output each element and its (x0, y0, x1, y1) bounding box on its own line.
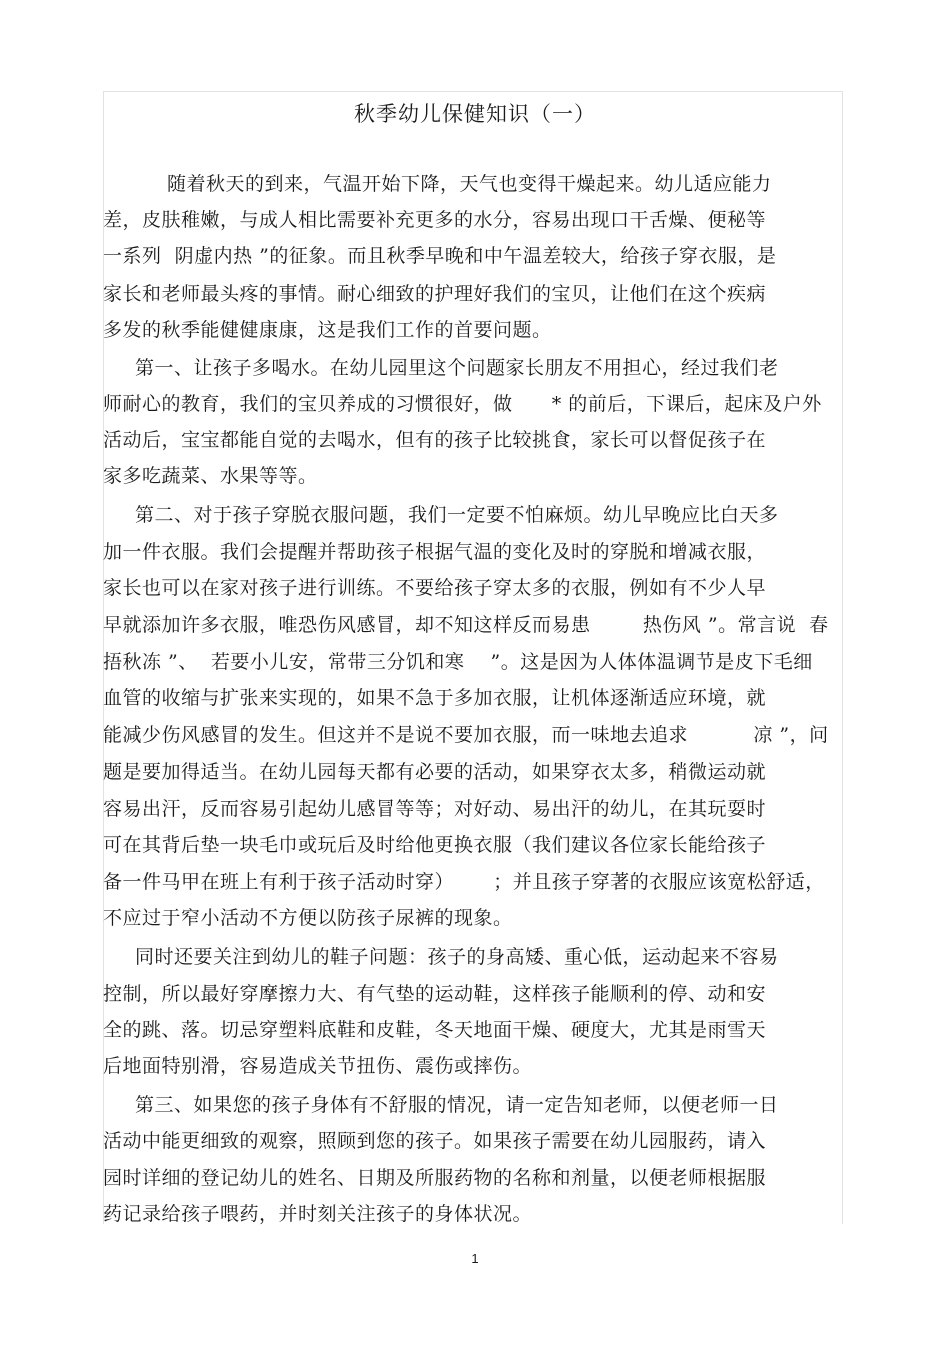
body-line: 早就添加许多衣服，唯恐伤风感冒，却不知这样反而易患 热伤风 ”。常言说 春 (103, 614, 829, 636)
body-line: 活动后，宝宝都能自觉的去喝水，但有的孩子比较挑食，家长可以督促孩子在 (103, 429, 767, 451)
body-line: 加一件衣服。我们会提醒并帮助孩子根据气温的变化及时的穿脱和增减衣服， (103, 541, 767, 563)
document-title: 秋季幼儿保健知识（一） (354, 102, 596, 126)
body-line: 同时还要关注到幼儿的鞋子问题：孩子的身高矮、重心低，运动起来不容易 (135, 946, 779, 968)
body-line: 能减少伤风感冒的发生。但这并不是说不要加衣服，而一味地去追求 凉 ”，问 (103, 724, 829, 746)
body-line: 全的跳、落。切忌穿塑料底鞋和皮鞋，冬天地面干燥、硬度大，尤其是雨雪天 (103, 1019, 767, 1041)
body-line: 家多吃蔬菜、水果等等。 (103, 465, 318, 487)
body-line: 控制，所以最好穿摩擦力大、有气垫的运动鞋，这样孩子能顺利的停、动和安 (103, 983, 767, 1005)
body-line: 随着秋天的到来，气温开始下降，天气也变得干燥起来。幼儿适应能力 (167, 173, 772, 195)
body-line: 园时详细的登记幼儿的姓名、日期及所服药物的名称和剂量，以便老师根据服 (103, 1167, 767, 1189)
body-line: 一系列 阴虚内热 ”的征象。而且秋季早晚和中午温差较大，给孩子穿衣服，是 (103, 245, 777, 267)
body-line: 备一件马甲在班上有利于孩子活动时穿） ；并且孩子穿著的衣服应该宽松舒适， (103, 871, 825, 893)
body-line: 不应过于窄小活动不方便以防孩子尿裤的现象。 (103, 907, 513, 929)
body-line: 第三、如果您的孩子身体有不舒服的情况，请一定告知老师，以便老师一日 (135, 1094, 779, 1116)
page-number: 1 (471, 1251, 479, 1266)
body-line: 家长和老师最头疼的事情。耐心细致的护理好我们的宝贝，让他们在这个疾病 (103, 283, 767, 305)
body-line: 第一、让孩子多喝水。在幼儿园里这个问题家长朋友不用担心，经过我们老 (135, 357, 779, 379)
body-line: 捂秋冻 ”、 若要小儿安，常带三分饥和寒 ”。这是因为人体体温调节是皮下毛细 (103, 651, 813, 673)
body-line: 血管的收缩与扩张来实现的，如果不急于多加衣服，让机体逐渐适应环境，就 (103, 687, 767, 709)
body-line: 活动中能更细致的观察，照顾到您的孩子。如果孩子需要在幼儿园服药，请入 (103, 1130, 767, 1152)
body-line: 家长也可以在家对孩子进行训练。不要给孩子穿太多的衣服，例如有不少人早 (103, 577, 767, 599)
body-line: 差，皮肤稚嫩，与成人相比需要补充更多的水分，容易出现口干舌燥、便秘等 (103, 209, 767, 231)
body-line: 多发的秋季能健健康康，这是我们工作的首要问题。 (103, 319, 552, 341)
body-line: 可在其背后垫一块毛巾或玩后及时给他更换衣服（我们建议各位家长能给孩子 (103, 834, 767, 856)
body-line: 第二、对于孩子穿脱衣服问题，我们一定要不怕麻烦。幼儿早晚应比白天多 (135, 504, 779, 526)
body-line: 后地面特别滑，容易造成关节扭伤、震伤或摔伤。 (103, 1055, 533, 1077)
body-line: 容易出汗，反而容易引起幼儿感冒等等；对好动、易出汗的幼儿，在其玩耍时 (103, 798, 767, 820)
body-line: 题是要加得适当。在幼儿园每天都有必要的活动，如果穿衣太多，稍微运动就 (103, 761, 767, 783)
body-line: 师耐心的教育，我们的宝贝养成的习惯很好，做 * 的前后，下课后，起床及户外 (103, 393, 822, 415)
body-line: 药记录给孩子喂药，并时刻关注孩子的身体状况。 (103, 1203, 533, 1225)
